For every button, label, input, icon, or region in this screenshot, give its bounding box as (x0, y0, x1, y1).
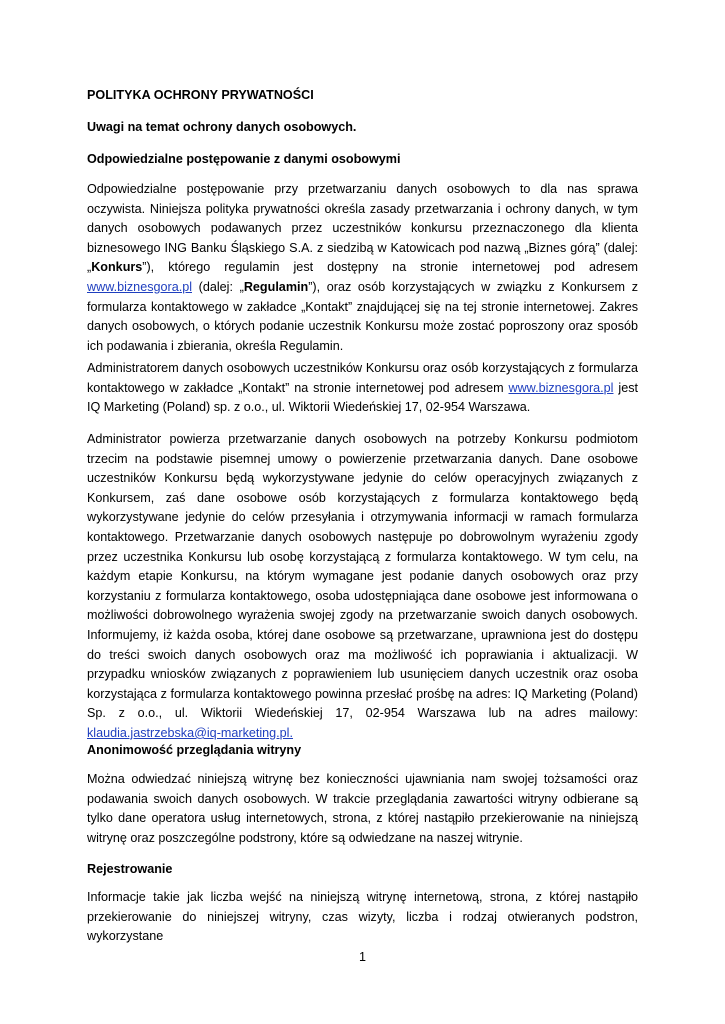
link-biznesgora[interactable]: www.biznesgora.pl (87, 279, 192, 294)
document-subtitle: Uwagi na temat ochrony danych osobowych. (87, 120, 357, 134)
section-heading-registration: Rejestrowanie (87, 862, 173, 876)
paragraph-data-processing: Administrator powierza przetwarzanie danych osobowych na potrzeby Konkursu podmiotom trzecim na podstawie pisemnej umowy o powierzenie przetwarzania danych. Dane osobowe uczestników Konkursu będą wykorzystywane jedynie do celów operacyjnych związanych z Konkursem, zaś dane osobowe osób korzystających z formularza kontaktowego będą wykorzystywane jedynie do celów przesyłania i otrzymywania informacji w ramach formularza kontaktowego. Przetwarzanie danych osobowych następuje po dobrowolnym wyrażeniu zgody przez uczestnika Konkursu lub osobę korzystającą z formularza kontaktowego. W tym celu, na każdym etapie Konkursu, na którym wymagane jest podanie danych osobowych oraz przy korzystaniu z formularza kontaktowego, osoba udostępniająca dane osobowe jest informowana o możliwości dobrowolnego wyrażenia swojej zgody na przetwarzanie swoich danych osobowych. Informujemy, iż każda osoba, której dane osobowe są przetwarzane, uprawniona jest do dostępu do treści swoich danych osobowych oraz ma możliwość ich poprawiania i aktualizacji. W przypadku wniosków związanych z poprawieniem lub usunięciem danych uczestnik oraz osoba korzystająca z formularza kontaktowego powinna przesłać prośbę na adres: IQ Marketing (Poland) Sp. z o.o., ul. Wiktorii Wiedeńskiej 17, 02-954 Warszawa lub na adres mailowy: klaudia.jastrzebska@iq-marketing.pl. (87, 432, 638, 740)
link-biznesgora-2[interactable]: www.biznesgora.pl (508, 380, 614, 395)
term-regulamin: Regulamin (243, 279, 309, 294)
link-email[interactable]: klaudia.jastrzebska@iq-marketing.pl. (87, 725, 293, 740)
section-heading-responsible-handling: Odpowiedzialne postępowanie z danymi osobowymi (87, 152, 401, 166)
term-konkurs: Konkurs (91, 260, 143, 275)
paragraph-intro: Odpowiedzialne postępowanie przy przetwarzaniu danych osobowych to dla nas sprawa oczywista. Niniejsza polityka prywatności określa zasady przetwarzania i ochrony danych, w tym danych osobowych podawanych przez uczestników konkursu przeznaczonego dla klienta biznesowego ING Banku Śląskiego S.A. z siedzibą w Katowicach pod nazwą „Biznes górą” (dalej: „Konkurs”), którego regulamin jest dostępny na stronie internetowej pod adresem www.biznesgora.pl (dalej: „Regulamin”), oraz osób korzystających w związku z Konkursem z formularza kontaktowego w zakładce „Kontakt” znajdującej się na tej stronie internetowej. Zakres danych osobowych, o których podanie uczestnik Konkursu może zostać poproszony oraz sposób ich podawania i zbierania, określa Regulamin. (87, 182, 638, 353)
paragraph-administrator: Administratorem danych osobowych uczestników Konkursu oraz osób korzystających z formularza kontaktowego w zakładce „Kontakt” na stronie internetowej pod adresem www.biznesgora.pl jest IQ Marketing (Poland) sp. z o.o., ul. Wiktorii Wiedeńskiej 17, 02-954 Warszawa. (87, 361, 638, 415)
paragraph-anonymity: Można odwiedzać niniejszą witrynę bez konieczności ujawniania nam swojej tożsamości oraz podawania swoich danych osobowych. W trakcie przeglądania zawartości witryny odbierane są tylko dane operatora usług internetowych, strona, z której nastąpiło przekierowanie na niniejszą witrynę oraz poszczególne podstrony, które są odwiedzane na naszej witrynie. (87, 772, 638, 845)
document-title: POLITYKA OCHRONY PRYWATNOŚCI (87, 88, 314, 102)
section-heading-anonymity: Anonimowość przeglądania witryny (87, 743, 302, 757)
paragraph-registration: Informacje takie jak liczba wejść na niniejszą witrynę internetową, strona, z której nastąpiło przekierowanie do niniejszej witryny, czas wizyty, liczba i rodzaj otwieranych podstron, wykorzystane (87, 890, 638, 944)
page-number: 1 (358, 950, 366, 964)
